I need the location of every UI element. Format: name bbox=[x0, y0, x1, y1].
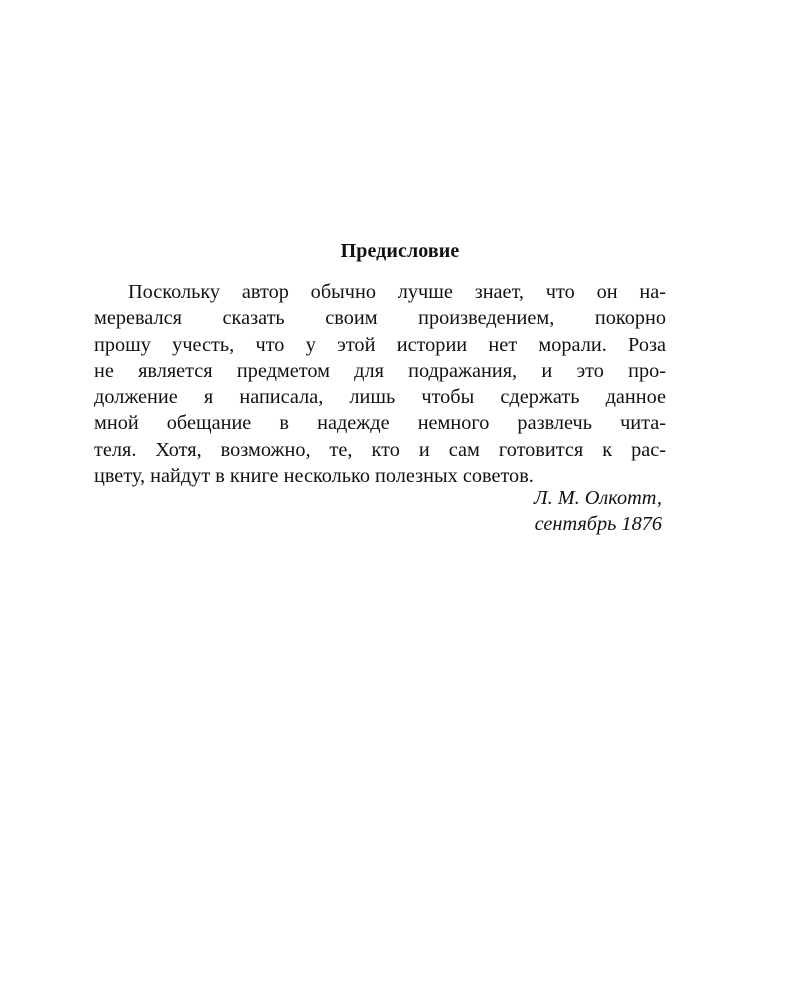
text-line: теля. Хотя, возможно, те, кто и сам готовится к рас- bbox=[94, 438, 666, 461]
text-line: мной обещание в надежде немного развлечь чита- bbox=[94, 412, 666, 435]
text-line: меревался сказать своим произведением, покорно bbox=[94, 307, 666, 330]
text-line: не является предметом для подражания, и это про- bbox=[94, 359, 666, 382]
text-line: Поскольку автор обычно лучше знает, что он на- bbox=[128, 281, 666, 303]
text-line: цвету, найдут в книге несколько полезных советов. bbox=[94, 465, 534, 488]
author-signature bbox=[94, 485, 662, 538]
signature-date: сентябрь 1876 bbox=[534, 513, 662, 536]
signature-author: Л. М. Олкотт, bbox=[533, 487, 662, 509]
preface-paragraph bbox=[94, 279, 666, 489]
page-title: Предисловие bbox=[340, 240, 460, 262]
text-line: должение я написала, лишь чтобы сдержать данное bbox=[94, 386, 666, 409]
text-line: прошу учесть, что у этой истории нет морали. Роза bbox=[94, 333, 666, 356]
